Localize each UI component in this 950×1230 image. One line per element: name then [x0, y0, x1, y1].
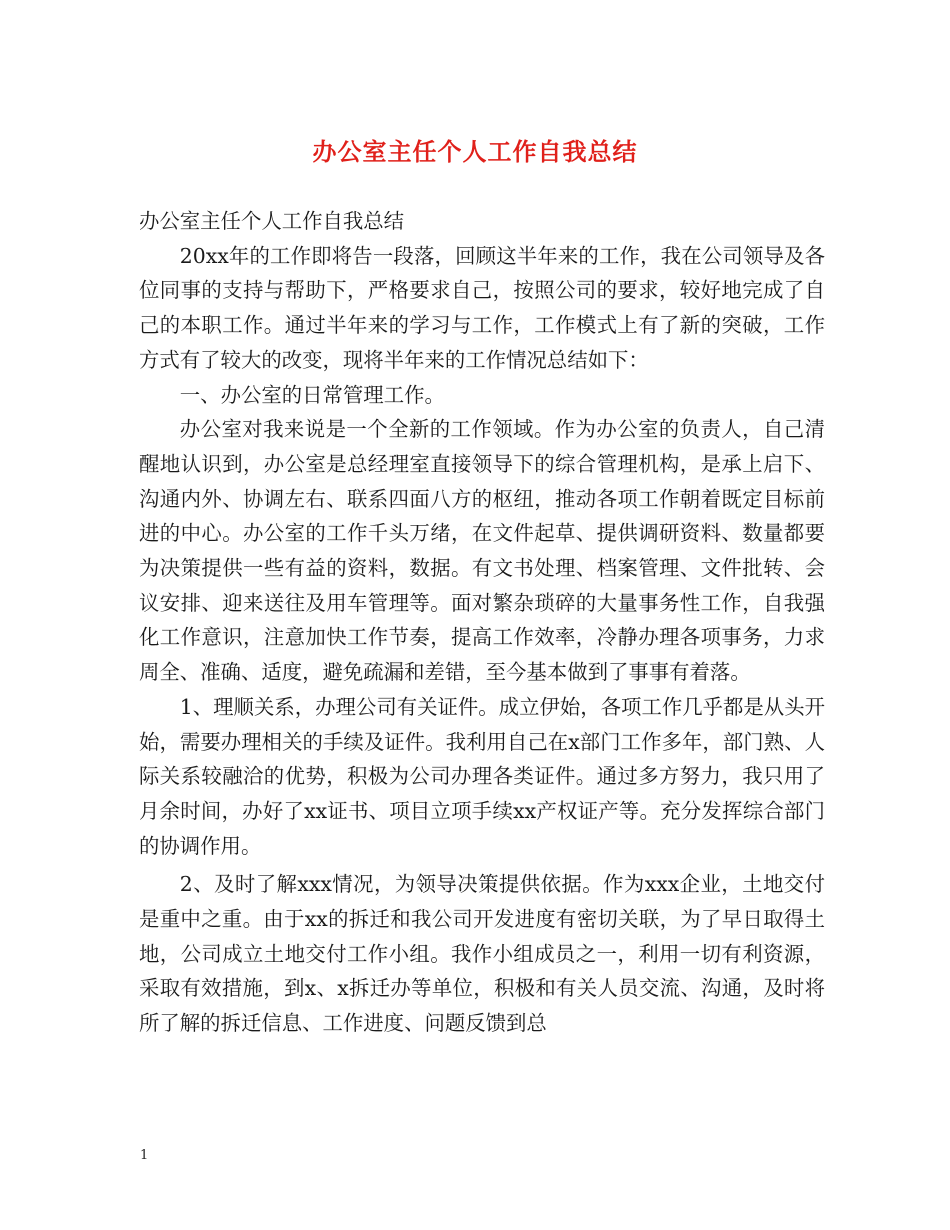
section-heading: 一、办公室的日常管理工作。 [179, 382, 445, 407]
body-paragraph: 2、及时了解xxx情况，为领导决策提供依据。作为xxx企业，土地交付是重中之重。由于xx的拆迁和我公司开发进度有密切关联，为了早日取得土地，公司成立土地交付工作小组。我作小组成员之一，利用一切有利资源，采取有效措施，到x、x拆迁办等单位，积极和有关人员交流、沟通，及时将所了解的拆迁信息、工作进度、问题反馈到总 [139, 872, 825, 1036]
body-paragraph: 1、理顺关系，办理公司有关证件。成立伊始，各项工作几乎都是从头开始，需要办理相关的手续及证件。我利用自己在x部门工作多年，部门熟、人际关系较融洽的优势，积极为公司办理各类证件。通过多方努力，我只用了月余时间，办好了xx证书、项目立项手续xx产权证产等。充分发挥综合部门的协调作用。 [139, 694, 825, 858]
document-title: 办公室主任个人工作自我总结 [312, 138, 638, 166]
intro-paragraph: 20xx年的工作即将告一段落，回顾这半年来的工作，我在公司领导及各位同事的支持与帮助下，严格要求自己，按照公司的要求，较好地完成了自己的本职工作。通过半年来的学习与工作，工作模式上有了新的突破，工作方式有了较大的改变，现将半年来的工作情况总结如下： [139, 243, 825, 372]
subtitle-paragraph: 办公室主任个人工作自我总结 [139, 209, 405, 233]
page-number: 1 [140, 1148, 149, 1163]
body-paragraph: 办公室对我来说是一个全新的工作领域。作为办公室的负责人，自己清醒地认识到，办公室是总经理室直接领导下的综合管理机构，是承上启下、沟通内外、协调左右、联系四面八方的枢纽，推动各项工作朝着既定目标前进的中心。办公室的工作千头万绪，在文件起草、提供调研资料、数量都要为决策提供一些有益的资料，数据。有文书处理、档案管理、文件批转、会议安排、迎来送往及用车管理等。面对繁杂琐碎的大量事务性工作，自我强化工作意识，注意加快工作节奏，提高工作效率，冷静办理各项事务，力求周全、准确、适度，避免疏漏和差错，至今基本做到了事事有着落。 [139, 417, 825, 685]
document-body [139, 204, 825, 1041]
